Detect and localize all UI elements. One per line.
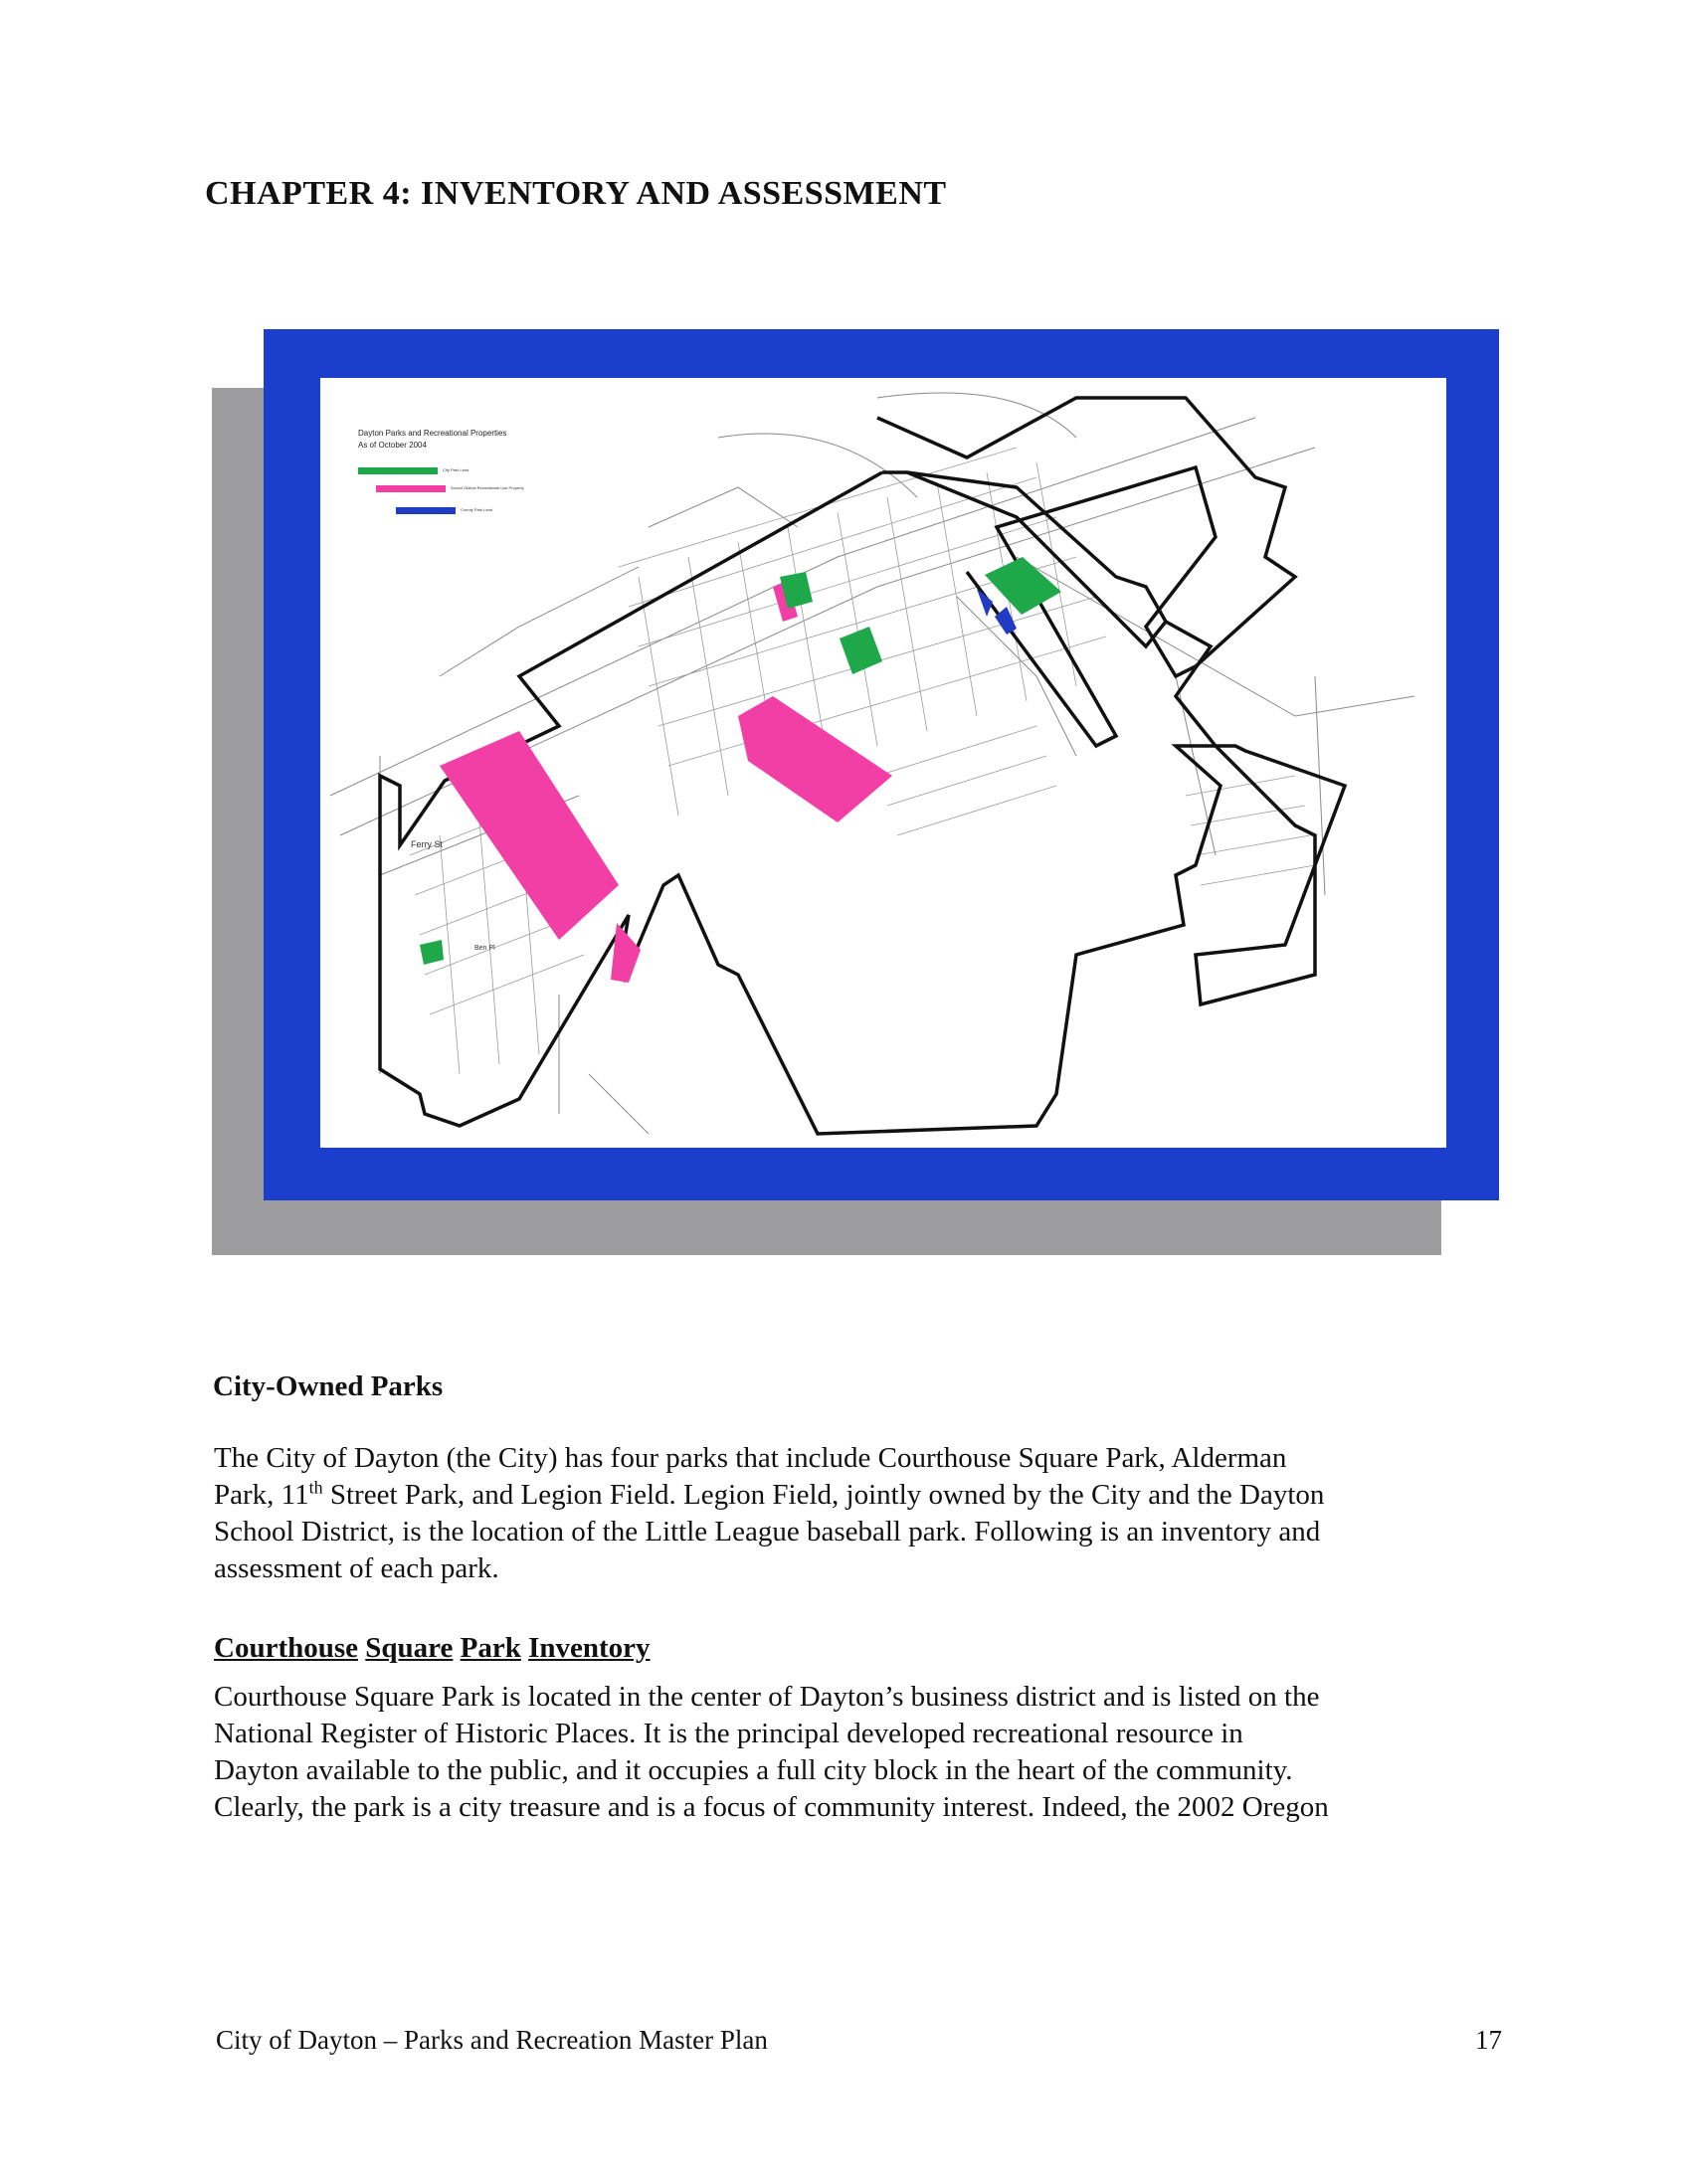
legend-label: County Park Land bbox=[461, 507, 493, 512]
page-number: 17 bbox=[1475, 2025, 1502, 2055]
subheading-word: Square bbox=[365, 1632, 454, 1664]
subheading-word: Inventory bbox=[528, 1632, 651, 1664]
footer-document-title: City of Dayton – Parks and Recreation Master Plan bbox=[216, 2025, 768, 2055]
map-street-label: Ferry St bbox=[411, 839, 444, 849]
chapter-title: CHAPTER 4: INVENTORY AND ASSESSMENT bbox=[205, 175, 947, 212]
subheading-word: Park bbox=[460, 1632, 521, 1664]
map-street-label: Ben Pl bbox=[474, 945, 495, 952]
subheading-word: Courthouse bbox=[214, 1632, 359, 1664]
school-district-parcel-main bbox=[440, 731, 619, 940]
legend-label: School District Recreational Use Property bbox=[451, 485, 524, 490]
legend-title: Dayton Parks and Recreational Properties bbox=[358, 429, 507, 438]
legend-subtitle: As of October 2004 bbox=[358, 441, 427, 450]
city-park-east bbox=[985, 557, 1061, 615]
parks-map bbox=[320, 378, 1446, 1148]
text-line: National Register of Historic Places. It is the principal developed recreational resource in bbox=[214, 1718, 1243, 1749]
courthouse-subheading bbox=[214, 1632, 651, 1665]
text-line: The City of Dayton (the City) has four parks that include Courthouse Square Park, Alderman bbox=[214, 1442, 1287, 1474]
text-line: assessment of each park. bbox=[214, 1552, 499, 1584]
text-line: Dayton available to the public, and it occupies a full city block in the heart of the community. bbox=[214, 1754, 1293, 1786]
text-fragment: Street Park, and Legion Field. Legion Field, jointly owned by the City and the Dayton bbox=[322, 1479, 1325, 1511]
map-legend bbox=[358, 428, 524, 512]
intro-paragraph bbox=[214, 1440, 1507, 1587]
north-annex-boundary bbox=[877, 398, 1295, 746]
text-line: School District, is the location of the Little League baseball park. Following is an inventory and bbox=[214, 1516, 1321, 1547]
legend-item-school-district bbox=[376, 485, 575, 492]
legend-swatch-county-park bbox=[396, 507, 456, 514]
legend-label: City Park Land bbox=[443, 467, 469, 472]
legend-item-county-park bbox=[396, 507, 545, 514]
city-park-west bbox=[420, 940, 444, 965]
text-line: Courthouse Square Park is located in the center of Dayton’s business district and is listed on the bbox=[214, 1681, 1320, 1713]
legend-swatch-city-park bbox=[358, 467, 438, 474]
text-fragment: Park, 11 bbox=[214, 1479, 309, 1511]
school-district-parcel-east bbox=[738, 696, 892, 822]
text-line bbox=[214, 1477, 1507, 1514]
county-park-parcel-a bbox=[977, 589, 993, 617]
superscript: th bbox=[308, 1477, 323, 1498]
courthouse-paragraph bbox=[214, 1679, 1507, 1826]
section-heading: City-Owned Parks bbox=[213, 1370, 444, 1402]
legend-item-city-park bbox=[358, 467, 517, 474]
text-line: Clearly, the park is a city treasure and is a focus of community interest. Indeed, the 2002 Oregon bbox=[214, 1791, 1329, 1823]
city-park-courthouse bbox=[840, 627, 882, 674]
street-map-graphic bbox=[320, 378, 1446, 1148]
legend-swatch-school-district bbox=[376, 485, 446, 492]
